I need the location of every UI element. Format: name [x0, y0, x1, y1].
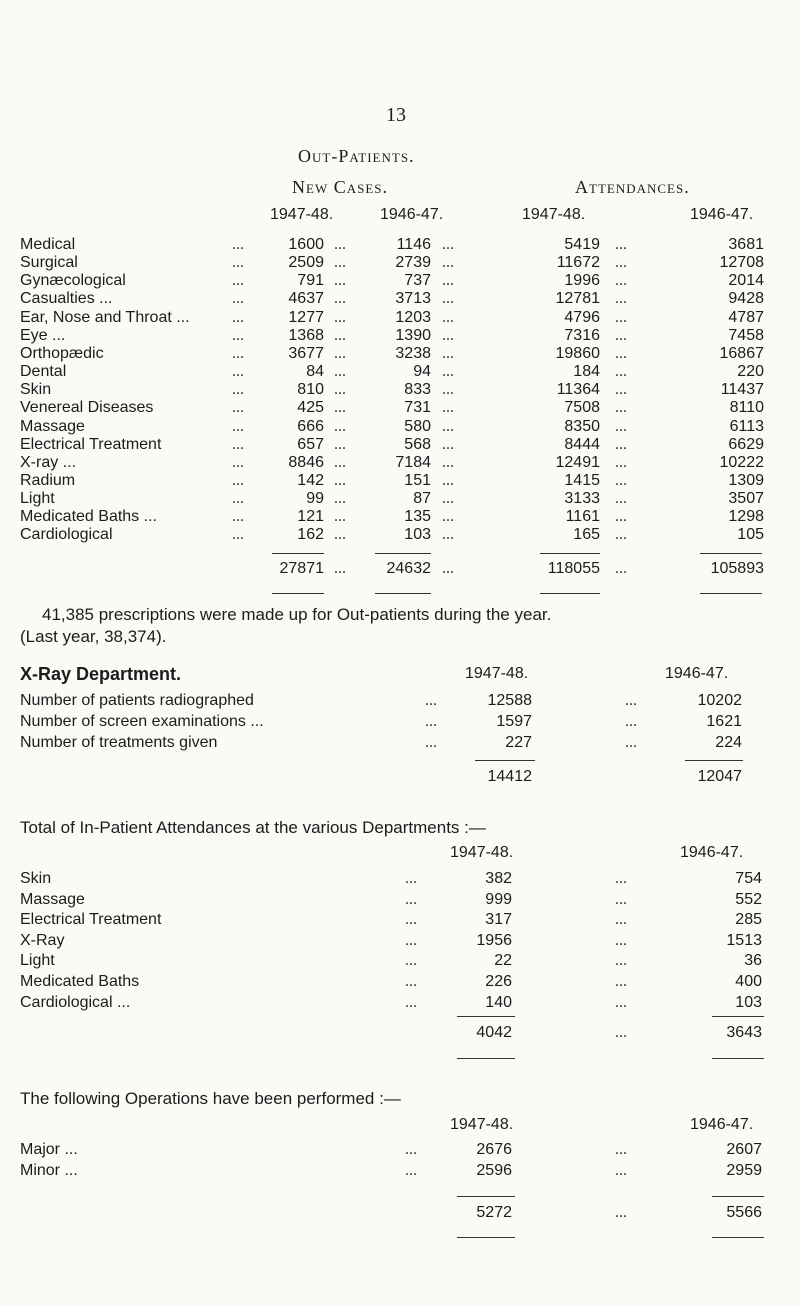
- inpatient-year-2: 1946-47.: [680, 844, 744, 861]
- row-value: 224: [715, 734, 742, 751]
- row-value: 1390: [395, 326, 431, 344]
- row-value: 99: [306, 490, 324, 508]
- xray-total-1: 14412: [487, 768, 532, 785]
- row-value: 6629: [728, 435, 764, 453]
- table-row: Massage ... 666 ... 580 ... 8350 ... 6113: [20, 417, 764, 435]
- table-row: Number of patients radiographed ... 12588 ... 10202: [20, 692, 742, 709]
- ip-rule-3: [457, 1058, 515, 1059]
- row-value: 285: [735, 911, 762, 929]
- row-value: 8444: [564, 435, 600, 453]
- row-label: Light: [20, 952, 55, 970]
- row-label: Skin: [20, 381, 52, 399]
- row-label: Cardiological ...: [20, 993, 131, 1011]
- table-row: Minor ... ... 2596 ... 2959: [20, 1162, 762, 1179]
- page-number: 13: [386, 104, 406, 126]
- row-value: 1203: [395, 308, 431, 326]
- xray-totals-row: [0, 768, 800, 790]
- row-value: 2959: [726, 1162, 762, 1179]
- row-value: 552: [735, 890, 762, 908]
- table-row: Casualties ... ... 4637 ... 3713 ... 12781 ... 9428: [20, 290, 764, 308]
- row-value: 11364: [556, 381, 600, 399]
- row-value: 105: [737, 526, 764, 544]
- row-value: 1277: [288, 308, 324, 326]
- row-value: 2607: [726, 1141, 762, 1158]
- xray-rule-2: [685, 760, 743, 761]
- row-value: 731: [404, 399, 431, 417]
- op-year-att-2: 1946-47.: [690, 206, 754, 223]
- row-value: 1146: [396, 236, 431, 253]
- row-value: 999: [485, 890, 512, 908]
- op-total-1: 27871: [279, 560, 324, 577]
- row-value: 3238: [395, 344, 431, 362]
- row-value: 1996: [564, 272, 600, 290]
- row-value: 791: [297, 272, 324, 290]
- row-value: 8846: [288, 453, 324, 471]
- row-label: Massage: [20, 890, 85, 908]
- row-label: Number of screen examinations ...: [20, 713, 264, 730]
- table-row: Medical ... 1600 ... 1146 ... 5419 ... 3681: [20, 236, 764, 253]
- row-value: 1956: [476, 931, 512, 949]
- ip-rule-4: [712, 1058, 764, 1059]
- row-label: Massage: [20, 417, 85, 435]
- row-label: Radium: [20, 471, 76, 489]
- row-value: 4787: [728, 308, 764, 326]
- op-totals-row: 27871 ... 24632 ... 118055 ... 105893: [0, 560, 800, 582]
- row-value: 9428: [728, 290, 764, 308]
- op-rule-4: [700, 553, 762, 554]
- row-value: 151: [404, 471, 431, 489]
- row-value: 1298: [728, 508, 764, 526]
- opr-rule-2: [712, 1196, 764, 1197]
- row-value: 7508: [564, 399, 600, 417]
- row-value: 3507: [728, 490, 764, 508]
- row-value: 317: [485, 911, 512, 929]
- row-value: 184: [573, 363, 600, 381]
- opr-rule-1: [457, 1196, 515, 1197]
- opr-total-1: 5272: [476, 1204, 512, 1221]
- row-value: 2739: [395, 254, 431, 272]
- operations-year-1: 1947-48.: [450, 1116, 514, 1133]
- op-rule-3: [540, 553, 600, 554]
- row-label: Cardiological: [20, 526, 113, 544]
- xray-heading: X-Ray Department.: [20, 664, 182, 684]
- row-value: 3681: [728, 236, 764, 253]
- row-value: 580: [404, 417, 431, 435]
- row-label: Gynæcological: [20, 272, 126, 290]
- row-label: Major ...: [20, 1141, 78, 1158]
- row-value: 121: [297, 508, 324, 526]
- operations-year-2: 1946-47.: [690, 1116, 754, 1133]
- table-row: Surgical ... 2509 ... 2739 ... 11672 ... 12708: [20, 254, 764, 272]
- row-value: 1309: [728, 471, 764, 489]
- row-value: 84: [306, 363, 324, 381]
- row-value: 737: [404, 272, 431, 290]
- ip-total-2: 3643: [726, 1024, 762, 1041]
- table-row: Light ... 99 ... 87 ... 3133 ... 3507: [20, 490, 764, 508]
- row-label: Skin: [20, 870, 52, 887]
- row-value: 36: [744, 952, 762, 970]
- row-label: Electrical Treatment: [20, 435, 162, 453]
- row-label: Ear, Nose and Throat ...: [20, 308, 190, 326]
- row-label: Number of patients radiographed: [20, 692, 254, 709]
- inpatient-year-1: 1947-48.: [450, 844, 514, 861]
- row-value: 6113: [729, 417, 764, 435]
- table-row: Cardiological ... 162 ... 103 ... 165 ... 105: [20, 526, 764, 544]
- row-value: 1368: [288, 326, 324, 344]
- table-row: Dental ... 84 ... 94 ... 184 ... 220: [20, 363, 764, 381]
- row-value: 220: [737, 363, 764, 381]
- row-value: 400: [735, 973, 762, 990]
- row-value: 226: [485, 973, 512, 990]
- outpatients-title: Out-Patients.: [298, 146, 415, 166]
- op-rule-2: [375, 553, 431, 554]
- row-value: 227: [505, 734, 532, 751]
- table-row: Skin ... 810 ... 833 ... 11364 ... 11437: [20, 381, 764, 399]
- row-value: 10222: [719, 453, 764, 471]
- table-row: Electrical Treatment ... 657 ... 568 ... 8444 ... 6629: [20, 435, 764, 453]
- row-value: 4637: [288, 290, 324, 308]
- row-value: 10202: [697, 692, 742, 709]
- row-value: 12781: [555, 290, 600, 308]
- row-value: 12708: [719, 254, 764, 272]
- attendances-heading: Attendances.: [575, 177, 690, 197]
- ip-rule-1: [457, 1016, 515, 1017]
- op-total-2: 24632: [386, 560, 431, 577]
- row-value: 1513: [726, 931, 762, 949]
- opr-rule-4: [712, 1237, 764, 1238]
- operations-heading: The following Operations have been performed :—: [20, 1089, 401, 1108]
- row-value: 103: [404, 526, 431, 544]
- op-year-new-1: 1947-48.: [270, 206, 334, 223]
- row-value: 657: [297, 435, 324, 453]
- op-rule-8: [700, 593, 762, 594]
- row-label: X-Ray: [20, 931, 65, 949]
- table-row: Medicated Baths ... 226 ... 400: [20, 973, 762, 990]
- row-value: 19860: [555, 344, 600, 362]
- prescriptions-line-1: 41,385 prescriptions were made up for Out-patients during the year.: [42, 605, 552, 624]
- row-value: 16867: [719, 344, 764, 362]
- row-value: 2509: [288, 254, 324, 272]
- ip-total-1: 4042: [476, 1024, 512, 1041]
- row-label: Minor ...: [20, 1162, 78, 1179]
- row-value: 7316: [564, 326, 600, 344]
- row-value: 8350: [564, 417, 600, 435]
- row-value: 162: [297, 526, 324, 544]
- row-label: Casualties ...: [20, 290, 113, 308]
- row-value: 165: [573, 526, 600, 544]
- row-value: 103: [735, 993, 762, 1011]
- inpatient-heading: Total of In-Patient Attendances at the various Departments :—: [20, 818, 486, 837]
- row-value: 7184: [395, 453, 431, 471]
- row-label: Electrical Treatment: [20, 911, 162, 929]
- opr-rule-3: [457, 1237, 515, 1238]
- op-total-4: 105893: [710, 560, 764, 577]
- row-value: 7458: [728, 326, 764, 344]
- row-value: 1597: [496, 713, 532, 730]
- new-cases-heading: New Cases.: [292, 177, 389, 197]
- row-value: 1621: [706, 713, 742, 730]
- op-rule-1: [272, 553, 324, 554]
- xray-total-2: 12047: [697, 768, 742, 785]
- table-row: Skin ... 382 ... 754: [20, 870, 762, 887]
- op-rule-7: [540, 593, 600, 594]
- row-label: Light: [20, 490, 55, 508]
- table-row: Major ... ... 2676 ... 2607: [20, 1141, 762, 1158]
- row-value: 754: [735, 870, 762, 887]
- row-value: 425: [297, 399, 324, 417]
- row-value: 810: [297, 381, 324, 399]
- row-label: Dental: [20, 363, 67, 381]
- row-value: 22: [494, 952, 512, 970]
- xray-year-2: 1946-47.: [665, 665, 729, 682]
- row-label: Medical: [20, 236, 76, 253]
- row-label: Venereal Diseases: [20, 399, 154, 417]
- row-label: X-ray ...: [20, 453, 77, 471]
- row-value: 2014: [728, 272, 764, 290]
- ip-totals-row: 4042 ... 3643: [0, 1024, 800, 1046]
- table-row: Cardiological ... ... 140 ... 103: [20, 993, 762, 1011]
- op-year-new-2: 1946-47.: [380, 206, 444, 223]
- row-value: 8110: [729, 399, 764, 417]
- row-value: 1161: [565, 508, 600, 526]
- row-label: Surgical: [20, 254, 78, 272]
- op-total-3: 118055: [547, 560, 600, 577]
- ip-rule-2: [712, 1016, 764, 1017]
- opr-total-2: 5566: [726, 1204, 762, 1221]
- xray-year-1: 1947-48.: [465, 665, 529, 682]
- row-value: 4796: [564, 308, 600, 326]
- table-row: Orthopædic ... 3677 ... 3238 ... 19860 ... 16867: [20, 344, 764, 362]
- row-value: 568: [404, 435, 431, 453]
- op-year-att-1: 1947-48.: [522, 206, 586, 223]
- row-label: Eye ...: [20, 326, 66, 344]
- row-value: 12491: [555, 453, 600, 471]
- table-row: Gynæcological ... 791 ... 737 ... 1996 ... 2014: [20, 272, 764, 290]
- op-rule-5: [272, 593, 324, 594]
- row-value: 87: [413, 490, 431, 508]
- row-value: 1415: [564, 471, 600, 489]
- table-row: Ear, Nose and Throat ... ... 1277 ... 1203 ... 4796 ... 4787: [20, 308, 764, 326]
- row-value: 2596: [476, 1162, 512, 1179]
- table-row: X-Ray ... 1956 ... 1513: [20, 931, 762, 949]
- table-row: Electrical Treatment ... 317 ... 285: [20, 911, 762, 929]
- table-row: Eye ... ... 1368 ... 1390 ... 7316 ... 7458: [20, 326, 764, 344]
- xray-rule-1: [475, 760, 535, 761]
- table-row: Light ... 22 ... 36: [20, 952, 762, 970]
- row-value: 666: [297, 417, 324, 435]
- row-value: 11672: [556, 254, 600, 272]
- opr-totals-row: 5272 ... 5566: [0, 1204, 800, 1226]
- table-row: Number of screen examinations ... ... 1597 ... 1621: [20, 713, 742, 730]
- row-value: 833: [404, 381, 431, 399]
- row-value: 12588: [487, 692, 532, 709]
- row-value: 140: [485, 993, 512, 1011]
- row-value: 2676: [476, 1141, 512, 1158]
- prescriptions-line-2: (Last year, 38,374).: [20, 627, 167, 646]
- table-row: Massage ... 999 ... 552: [20, 890, 762, 908]
- row-value: 3713: [395, 290, 431, 308]
- row-value: 1600: [288, 236, 324, 253]
- row-value: 5419: [564, 236, 600, 253]
- row-value: 135: [404, 508, 431, 526]
- table-row: Radium ... 142 ... 151 ... 1415 ... 1309: [20, 471, 764, 489]
- row-label: Number of treatments given: [20, 734, 218, 751]
- table-row: X-ray ... ... 8846 ... 7184 ... 12491 ... 10222: [20, 453, 764, 471]
- row-value: 3677: [288, 344, 324, 362]
- op-rule-6: [375, 593, 431, 594]
- table-row: Number of treatments given ... 227 ... 224: [20, 734, 742, 751]
- row-label: Medicated Baths: [20, 973, 140, 990]
- row-value: 94: [413, 363, 431, 381]
- row-value: 3133: [564, 490, 600, 508]
- row-label: Medicated Baths ...: [20, 508, 157, 526]
- row-label: Orthopædic: [20, 344, 104, 362]
- table-row: Venereal Diseases ... 425 ... 731 ... 7508 ... 8110: [20, 399, 764, 417]
- row-value: 142: [297, 471, 324, 489]
- table-row: Medicated Baths ... ... 121 ... 135 ... 1161 ... 1298: [20, 508, 764, 526]
- row-value: 11437: [720, 381, 764, 399]
- row-value: 382: [485, 870, 512, 887]
